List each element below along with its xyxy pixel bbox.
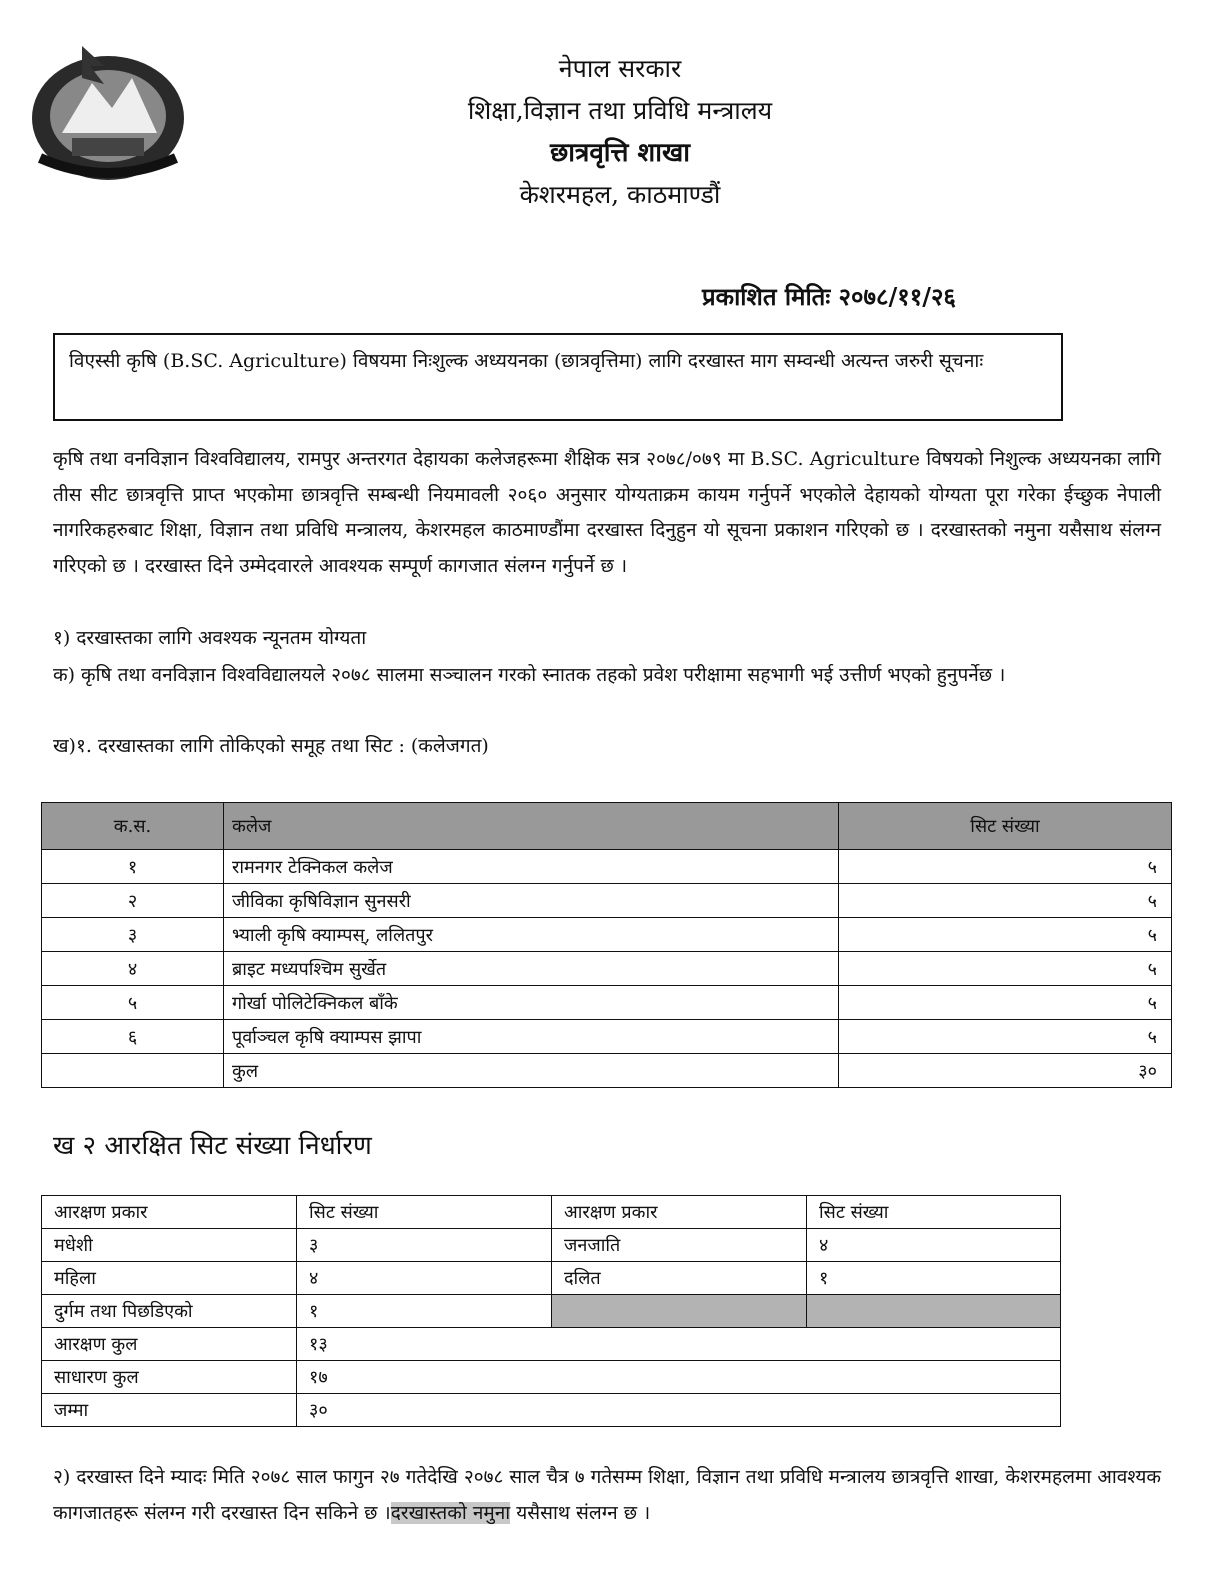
summary-value: १३ — [297, 1328, 1061, 1361]
total-seats: ३० — [839, 1054, 1172, 1088]
reservation-type: महिला — [42, 1262, 297, 1295]
row-seats: ५ — [839, 850, 1172, 884]
row-college: रामनगर टेक्निकल कलेज — [224, 850, 839, 884]
branch-name: छात्रवृत्ति शाखा — [550, 138, 690, 168]
intro-paragraph: कृषि तथा वनविज्ञान विश्वविद्यालय, रामपुर अन्तरगत देहायका कलेजहरूमा शैक्षिक सत्र २०७८/०७९ मा B.SC. Agriculture विषयको निशुल्क अध्ययनका लागि तीस सीट छात्रवृत्ति प्राप्त भएकोमा छात्रवृत्ति सम्बन्धी नियमावली २०६० अनुसार योग्यताक्रम कायम गर्नुपर्ने भएकोले देहायको योग्यता पूरा गरेका ईच्छुक नेपाली नागरिकहरुबाट शिक्षा, विज्ञान तथा प्रविधि मन्त्रालय, केशरमहल काठमाण्डौंमा दरखास्त दिनुहुन यो सूचना प्रकाशन गरिएको छ । दरखास्तको नमुना यसैसाथ संलग्न गरिएको छ । दरखास्त दिने उम्मेदवारले आवश्यक सम्पूर्ण कागजात संलग्न गर्नुपर्ने छ । — [53, 448, 1161, 577]
row-seats: ५ — [839, 986, 1172, 1020]
total-serial — [42, 1054, 224, 1088]
deadline-paragraph — [53, 1460, 1161, 1531]
summary-value: ३० — [297, 1394, 1061, 1427]
reservation-type: जनजाति — [552, 1229, 807, 1262]
table-header-row — [42, 803, 1172, 850]
table-row — [42, 1229, 1061, 1262]
published-date: प्रकाशित मितिः २०७८/११/२६ — [702, 282, 956, 311]
government-name: नेपाल सरकार — [558, 54, 682, 83]
row-seats: ५ — [839, 884, 1172, 918]
total-label: कुल — [224, 1054, 839, 1088]
row-college: गोर्खा पोलिटेक्निकल बाँके — [224, 986, 839, 1020]
row-serial: ५ — [42, 986, 224, 1020]
row-serial: ३ — [42, 918, 224, 952]
seat-count: १ — [297, 1295, 552, 1328]
table-row — [42, 850, 1172, 884]
row-serial: १ — [42, 850, 224, 884]
reservation-seat-table — [41, 1195, 1061, 1427]
reservation-type: दलित — [552, 1262, 807, 1295]
row-serial: ६ — [42, 1020, 224, 1054]
college-seat-table — [41, 802, 1172, 1088]
table-row — [42, 1020, 1172, 1054]
table-row — [42, 1295, 1061, 1328]
reservation-type: मधेशी — [42, 1229, 297, 1262]
header-reservation-type: आरक्षण प्रकार — [42, 1196, 297, 1229]
row-seats: ५ — [839, 918, 1172, 952]
seat-count: ३ — [297, 1229, 552, 1262]
notice-title-box: विएस्सी कृषि (B.SC. Agriculture) विषयमा निःशुल्क अध्ययनका (छात्रवृत्तिमा) लागि दरखास्त माग सम्वन्धी अत्यन्त जरुरी सूचनाः — [53, 333, 1063, 421]
summary-value: १७ — [297, 1361, 1061, 1394]
application-form-highlight: दरखास्तको नमुना — [390, 1501, 511, 1524]
office-address: केशरमहल, काठमाण्डौं — [519, 180, 721, 209]
table-row — [42, 986, 1172, 1020]
empty-shaded-cell — [807, 1295, 1061, 1328]
table-row — [42, 952, 1172, 986]
qualification-heading: १) दरखास्तका लागि अवश्यक न्यूनतम योग्यता — [53, 627, 367, 649]
table-header-row — [42, 1196, 1061, 1229]
seat-count: १ — [807, 1262, 1061, 1295]
summary-label: आरक्षण कुल — [42, 1328, 297, 1361]
reservation-heading: ख २ आरक्षित सिट संख्या निर्धारण — [53, 1131, 372, 1161]
row-serial: २ — [42, 884, 224, 918]
table-row — [42, 884, 1172, 918]
reservation-type: दुर्गम तथा पिछडिएको — [42, 1295, 297, 1328]
table-row — [42, 918, 1172, 952]
header-seat-count: सिट संख्या — [297, 1196, 552, 1229]
summary-row — [42, 1361, 1061, 1394]
row-college: ब्राइट मध्यपश्चिम सुर्खेत — [224, 952, 839, 986]
summary-row — [42, 1328, 1061, 1361]
qualification-ka: क) कृषि तथा वनविज्ञान विश्वविद्यालयले २०७८ सालमा सञ्चालन गरको स्नातक तहको प्रवेश परीक्षामा सहभागी भई उत्तीर्ण भएको हुनुपर्नेछ । — [53, 664, 1006, 686]
deadline-text: २) दरखास्त दिने म्यादः मिति २०७८ साल फागुन २७ गतेदेखि २०७८ साल चैत्र ७ गतेसम्म शिक्षा, विज्ञान तथा प्रविधि मन्त्रालय छात्रवृत्ति शाखा, केशरमहलमा आवश्यक कागजातहरू संलग्न गरी दरखास्त दिन सकिने छ । — [53, 1466, 1161, 1524]
row-college: पूर्वाञ्चल कृषि क्याम्पस झापा — [224, 1020, 839, 1054]
row-college: भ्याली कृषि क्याम्पस्, ललितपुर — [224, 918, 839, 952]
header-serial: क.स. — [42, 803, 224, 850]
row-seats: ५ — [839, 1020, 1172, 1054]
ministry-name: शिक्षा,विज्ञान तथा प्रविधि मन्त्रालय — [467, 96, 773, 125]
letterhead — [300, 48, 940, 216]
summary-label: जम्मा — [42, 1394, 297, 1427]
qualification-kha1: ख)१. दरखास्तका लागि तोकिएको समूह तथा सिट : (कलेजगत) — [53, 735, 489, 757]
row-seats: ५ — [839, 952, 1172, 986]
empty-shaded-cell — [552, 1295, 807, 1328]
header-reservation-type: आरक्षण प्रकार — [552, 1196, 807, 1229]
nepal-government-emblem-icon — [22, 38, 194, 188]
row-serial: ४ — [42, 952, 224, 986]
table-total-row — [42, 1054, 1172, 1088]
summary-label: साधारण कुल — [42, 1361, 297, 1394]
deadline-tail: यसैसाथ संलग्न छ । — [510, 1501, 651, 1524]
header-seat-count: सिट संख्या — [807, 1196, 1061, 1229]
header-seats: सिट संख्या — [839, 803, 1172, 850]
seat-count: ४ — [297, 1262, 552, 1295]
seat-count: ४ — [807, 1229, 1061, 1262]
summary-row — [42, 1394, 1061, 1427]
table-row — [42, 1262, 1061, 1295]
header-college: कलेज — [224, 803, 839, 850]
row-college: जीविका कृषिविज्ञान सुनसरी — [224, 884, 839, 918]
